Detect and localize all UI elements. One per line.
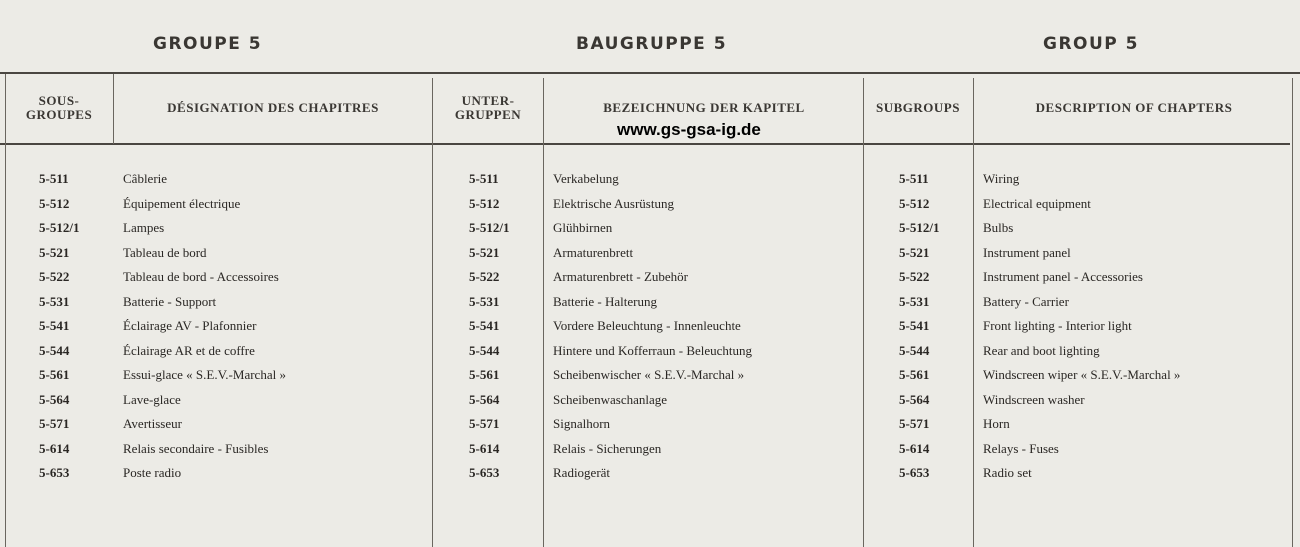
subgroup-code-fr: 5-512 xyxy=(39,195,70,211)
subgroup-code-de: 5-512/1 xyxy=(469,220,510,235)
subgroup-code-fr: 5-544 xyxy=(39,342,70,358)
subgroup-code-fr: 5-511 xyxy=(39,171,69,186)
chapter-desc-de: Relais - Sicherungen xyxy=(553,440,662,456)
chapter-desc-en: Bulbs xyxy=(983,220,1014,235)
column-divider xyxy=(863,78,864,547)
chapter-desc-de: Signalhorn xyxy=(553,416,611,431)
subgroup-code-fr: 5-571 xyxy=(39,416,70,431)
group-title-de: BAUGRUPPE 5 xyxy=(576,34,728,54)
subgroup-code-fr: 5-522 xyxy=(39,269,70,284)
subgroup-code-de: 5-614 xyxy=(469,440,500,456)
chapter-desc-en: Instrument panel - Accessories xyxy=(983,269,1143,284)
column-divider xyxy=(973,78,974,547)
chapter-desc-fr: Lave-glace xyxy=(123,391,181,407)
chapter-desc-en: Instrument panel xyxy=(983,244,1071,260)
subgroup-code-en: 5-544 xyxy=(899,342,930,358)
subgroup-code-de: 5-512 xyxy=(469,195,500,211)
chapter-desc-fr: Essui-glace « S.E.V.-Marchal » xyxy=(123,367,286,382)
subgroup-code-en: 5-571 xyxy=(899,416,930,431)
subgroup-code-fr: 5-521 xyxy=(39,244,70,260)
subgroup-code-en: 5-541 xyxy=(899,318,930,333)
chapter-desc-fr: Relais secondaire - Fusibles xyxy=(123,440,269,456)
chapter-desc-fr: Éclairage AV - Plafonnier xyxy=(123,318,257,333)
chapter-desc-en: Horn xyxy=(983,416,1010,431)
group-title-en: GROUP 5 xyxy=(1043,34,1140,54)
top-rule xyxy=(0,72,1300,74)
subgroup-code-en: 5-512/1 xyxy=(899,220,940,235)
subgroup-code-de: 5-561 xyxy=(469,367,500,382)
chapter-desc-en: Windscreen wiper « S.E.V.-Marchal » xyxy=(983,367,1181,382)
chapter-desc-fr: Avertisseur xyxy=(123,416,182,431)
subgroup-code-de: 5-571 xyxy=(469,416,500,431)
chapter-desc-de: Elektrische Ausrüstung xyxy=(553,195,674,211)
chapter-desc-fr: Tableau de bord xyxy=(123,244,207,260)
header-subgroups-en: SUBGROUPS xyxy=(876,100,960,115)
column-divider xyxy=(543,78,544,547)
subgroup-code-fr: 5-531 xyxy=(39,293,70,309)
subgroup-code-de: 5-522 xyxy=(469,269,500,284)
chapter-desc-de: Armaturenbrett - Zubehör xyxy=(553,269,689,284)
subgroup-code-en: 5-564 xyxy=(899,391,930,407)
chapter-desc-de: Scheibenwischer « S.E.V.-Marchal » xyxy=(553,367,745,382)
chapter-desc-de: Scheibenwaschanlage xyxy=(553,391,668,407)
chapter-desc-de: Armaturenbrett xyxy=(553,244,634,260)
subgroup-code-fr: 5-564 xyxy=(39,391,70,407)
header-desc-de: BEZEICHNUNG DER KAPITEL xyxy=(603,100,805,115)
group-title-fr: GROUPE 5 xyxy=(153,34,263,54)
subgroup-code-de: 5-541 xyxy=(469,318,500,333)
chapter-desc-fr: Éclairage AR et de coffre xyxy=(123,342,255,358)
table-border-left xyxy=(5,74,6,547)
chapter-desc-de: Radiogerät xyxy=(553,465,611,480)
subgroup-code-en: 5-614 xyxy=(899,440,930,456)
header-subgroups-de: UNTER- GRUPPEN xyxy=(454,93,522,122)
chapter-desc-en: Rear and boot lighting xyxy=(983,342,1100,358)
chapter-desc-fr: Batterie - Support xyxy=(123,293,217,309)
chapter-desc-fr: Poste radio xyxy=(123,465,182,480)
chapter-desc-en: Electrical equipment xyxy=(983,195,1091,211)
table-border-right xyxy=(1292,78,1293,547)
chapter-desc-fr: Tableau de bord - Accessoires xyxy=(123,269,279,284)
chapter-desc-de: Batterie - Halterung xyxy=(553,293,657,309)
subgroup-code-de: 5-544 xyxy=(469,342,500,358)
subgroup-code-en: 5-522 xyxy=(899,269,930,284)
chapter-desc-de: Hintere und Kofferraun - Beleuchtung xyxy=(553,342,753,358)
chapter-desc-en: Battery - Carrier xyxy=(983,293,1069,309)
header-rule xyxy=(0,143,1290,145)
subgroup-code-de: 5-564 xyxy=(469,391,500,407)
chapter-desc-en: Windscreen washer xyxy=(983,391,1085,407)
chapter-desc-fr: Câblerie xyxy=(123,171,168,186)
subgroup-code-fr: 5-512/1 xyxy=(39,220,80,235)
subgroup-code-en: 5-511 xyxy=(899,171,929,186)
subgroup-code-de: 5-531 xyxy=(469,293,500,309)
header-desc-fr: DÉSIGNATION DES CHAPITRES xyxy=(167,100,379,115)
chapter-desc-de: Verkabelung xyxy=(553,171,619,186)
chapter-desc-de: Vordere Beleuchtung - Innenleuchte xyxy=(553,318,741,333)
header-desc-en: DESCRIPTION OF CHAPTERS xyxy=(1035,100,1233,115)
subgroup-code-de: 5-521 xyxy=(469,244,500,260)
subgroup-code-fr: 5-561 xyxy=(39,367,70,382)
chapter-desc-de: Glühbirnen xyxy=(553,220,613,235)
subgroup-code-en: 5-531 xyxy=(899,293,930,309)
subgroup-code-en: 5-512 xyxy=(899,195,930,211)
subgroup-code-de: 5-511 xyxy=(469,171,499,186)
column-divider xyxy=(113,74,114,144)
subgroup-code-en: 5-561 xyxy=(899,367,930,382)
chapter-desc-en: Wiring xyxy=(983,171,1020,186)
subgroup-code-fr: 5-614 xyxy=(39,440,70,456)
subgroup-code-en: 5-521 xyxy=(899,244,930,260)
column-divider xyxy=(432,78,433,547)
subgroup-code-en: 5-653 xyxy=(899,465,930,480)
subgroup-code-fr: 5-653 xyxy=(39,465,70,480)
chapter-desc-en: Radio set xyxy=(983,465,1032,480)
chapter-desc-fr: Lampes xyxy=(123,220,165,235)
subgroup-code-fr: 5-541 xyxy=(39,318,70,333)
subgroup-code-de: 5-653 xyxy=(469,465,500,480)
header-subgroups-fr: SOUS- GROUPES xyxy=(25,93,93,122)
chapter-desc-en: Relays - Fuses xyxy=(983,440,1059,456)
chapter-desc-fr: Équipement électrique xyxy=(123,195,241,211)
chapter-desc-en: Front lighting - Interior light xyxy=(983,318,1132,333)
watermark-url: www.gs-gsa-ig.de xyxy=(617,120,761,139)
